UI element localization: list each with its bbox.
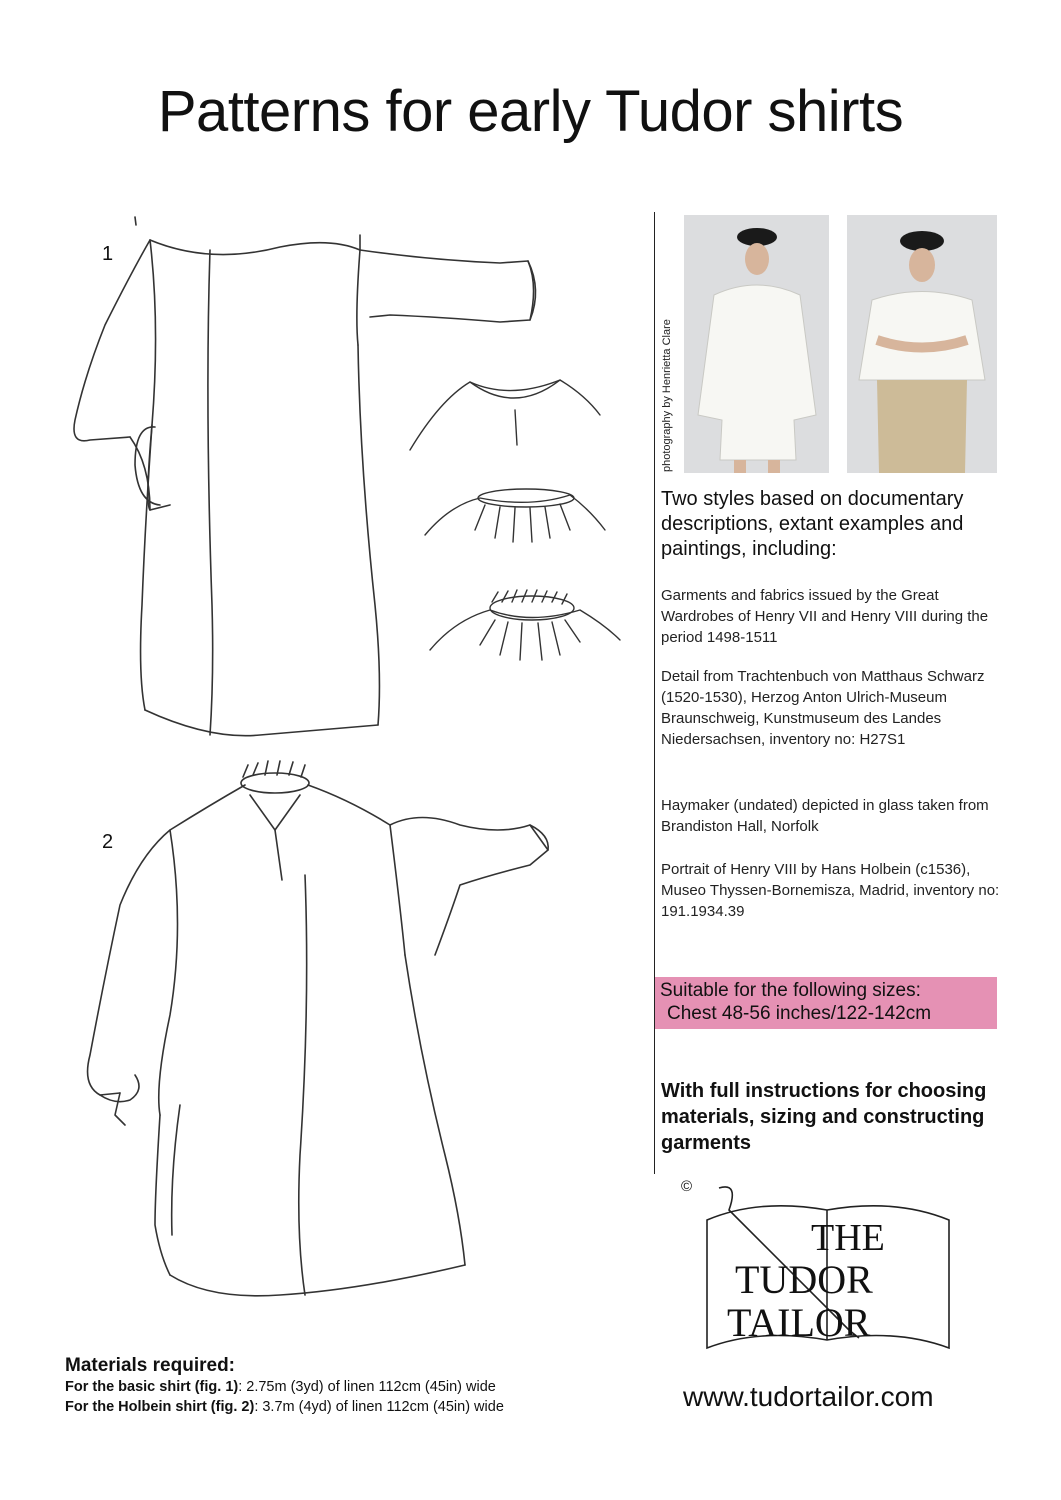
materials-item-text: : 2.75m (3yd) of linen 112cm (45in) wide — [238, 1379, 496, 1395]
copyright-symbol: © — [681, 1178, 693, 1195]
figure-2-label: 2 — [102, 831, 114, 853]
photo-basic-shirt — [684, 215, 829, 473]
materials-item — [65, 1377, 645, 1397]
holbein-shirt-drawing — [60, 755, 620, 1310]
neckline-details-drawing — [400, 370, 630, 680]
intro-text: Two styles based on documentary descriptions, extant examples and paintings, including: — [661, 488, 964, 560]
sizes-line-2: Chest 48-56 inches/122-142cm — [667, 1003, 932, 1024]
logo-the: THE — [811, 1217, 885, 1259]
photo-holbein-shirt — [847, 215, 997, 473]
photo-credit: photography by Henrietta Clare — [661, 319, 673, 472]
website-link[interactable]: www.tudortailor.com — [683, 1381, 934, 1412]
logo-tailor: TAILOR — [727, 1300, 871, 1345]
source-item: Detail from Trachtenbuch von Matthaus Schwarz (1520-1530), Herzog Anton Ulrich-Museum Braunschweig, Kunstmuseum des Landes Niedersachsen, inventory no: H27S1 — [661, 668, 985, 748]
materials-item-text: : 3.7m (4yd) of linen 112cm (45in) wide — [254, 1399, 504, 1415]
source-item: Haymaker (undated) depicted in glass taken from Brandiston Hall, Norfolk — [661, 797, 989, 835]
sizes-line-1: Suitable for the following sizes: — [660, 980, 921, 1001]
source-item: Portrait of Henry VIII by Hans Holbein (c1536), Museo Thyssen-Bornemisza, Madrid, inventory no: 191.1934.39 — [661, 861, 1000, 920]
source-item: Garments and fabrics issued by the Great Wardrobes of Henry VII and Henry VIII during the period 1498-1511 — [661, 587, 989, 646]
sizes-highlight — [655, 977, 997, 1029]
logo-tudor: TUDOR — [735, 1257, 873, 1302]
materials-item — [65, 1397, 645, 1417]
materials-heading: Materials required: — [65, 1355, 235, 1376]
materials-item-label: For the Holbein shirt (fig. 2) — [65, 1399, 255, 1415]
instructions-text: With full instructions for choosing materials, sizing and constructing garments — [661, 1080, 987, 1154]
materials-section — [65, 1355, 645, 1417]
page-title: Patterns for early Tudor shirts — [157, 79, 904, 144]
tudor-tailor-logo — [699, 1180, 959, 1360]
materials-item-label: For the basic shirt (fig. 1) — [65, 1379, 239, 1395]
figure-1-label: 1 — [102, 243, 114, 265]
column-divider — [654, 212, 655, 1174]
